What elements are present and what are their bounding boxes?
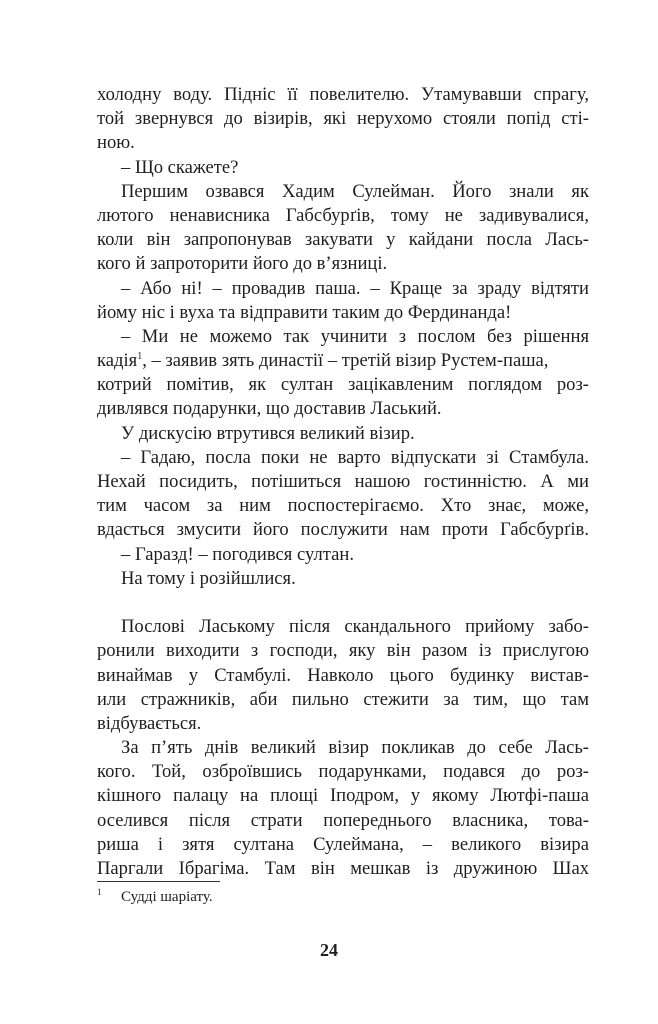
text-line: Послові Лаському після скандального прийому забо- bbox=[121, 616, 589, 638]
text-line: холодну воду. Підніс її повелителю. Утамувавши спрагу, bbox=[97, 84, 589, 105]
text-line: – Гаразд! – погодився султан. bbox=[121, 543, 354, 565]
page-number: 24 bbox=[320, 940, 338, 960]
text-line: Першим озвався Хадим Сулейман. Його знали як bbox=[121, 180, 589, 202]
text-line: – Гадаю, посла поки не варто відпускати зі Стамбула. bbox=[121, 446, 589, 468]
text-fragment: кадія bbox=[97, 350, 138, 372]
text-line: вдасться змусити його послужити нам проти Габсбурґів. bbox=[97, 519, 589, 541]
text-line: кішного палацу на площі Іподром, у якому Лютфі-паша bbox=[97, 785, 589, 807]
text-line: той звернувся до візирів, які нерухомо стояли попід сті- bbox=[97, 108, 589, 130]
text-line: ронили виходити з господи, яку він разом із прислугою bbox=[97, 640, 589, 662]
text-line: йому ніс і вуха та відправити таким до Фердинанда! bbox=[97, 301, 512, 323]
footnote-divider bbox=[97, 881, 220, 882]
text-line: відбувається. bbox=[97, 712, 202, 734]
footnote: 1 Судді шаріату. bbox=[97, 887, 213, 905]
text-line: дивлявся подарунки, що доставив Ласький. bbox=[97, 398, 442, 420]
text-line: кого й запроторити його до в’язниці. bbox=[97, 253, 388, 275]
paragraph-gap bbox=[97, 591, 589, 615]
text-line: оселився після страти попереднього власника, това- bbox=[97, 809, 589, 831]
text-line: ною. bbox=[97, 132, 135, 154]
text-line: – Або ні! – провадив паша. – Краще за зраду відтяти bbox=[121, 277, 589, 299]
text-line: – Ми не можемо так учинити з послом без рішення bbox=[121, 325, 589, 347]
text-line: тим часом за ним поспостерігаємо. Хто знає, може, bbox=[97, 495, 589, 517]
text-line: или стражників, аби пильно стежити за тим, що там bbox=[97, 688, 589, 710]
footnote-reference: 1 bbox=[137, 351, 143, 363]
page-body-text bbox=[97, 83, 589, 881]
text-line: коли він запропонував закувати у кайдани посла Лась- bbox=[97, 229, 589, 251]
text-line: кого. Той, озброївшись подарунками, подався до роз- bbox=[97, 761, 589, 783]
text-line: лютого ненависника Габсбурґів, тому не задивувалися, bbox=[97, 204, 589, 226]
text-line: На тому і розійшлися. bbox=[121, 567, 296, 589]
text-line: Нехай посидить, потішиться нашою гостинністю. А ми bbox=[97, 471, 589, 492]
text-line: Паргали Ібрагіма. Там він мешкав із дружиною Шах bbox=[97, 858, 589, 879]
text-line: У дискусію втрутився великий візир. bbox=[121, 422, 415, 444]
text-line: котрий помітив, як султан зацікавленим поглядом роз- bbox=[97, 374, 589, 396]
text-line: риша і зятя султана Сулеймана, – великого візира bbox=[97, 833, 589, 855]
text-line-with-footnote bbox=[97, 349, 589, 373]
text-line: винаймав у Стамбулі. Навколо цього будинку вистав- bbox=[97, 664, 589, 686]
text-fragment: , – заявив зять династії – третій візир Рустем-паша, bbox=[142, 350, 549, 372]
text-line: – Що скажете? bbox=[121, 156, 239, 178]
text-line: За п’ять днів великий візир покликав до себе Лась- bbox=[121, 737, 589, 759]
footnote-text: Судді шаріату. bbox=[121, 889, 213, 905]
